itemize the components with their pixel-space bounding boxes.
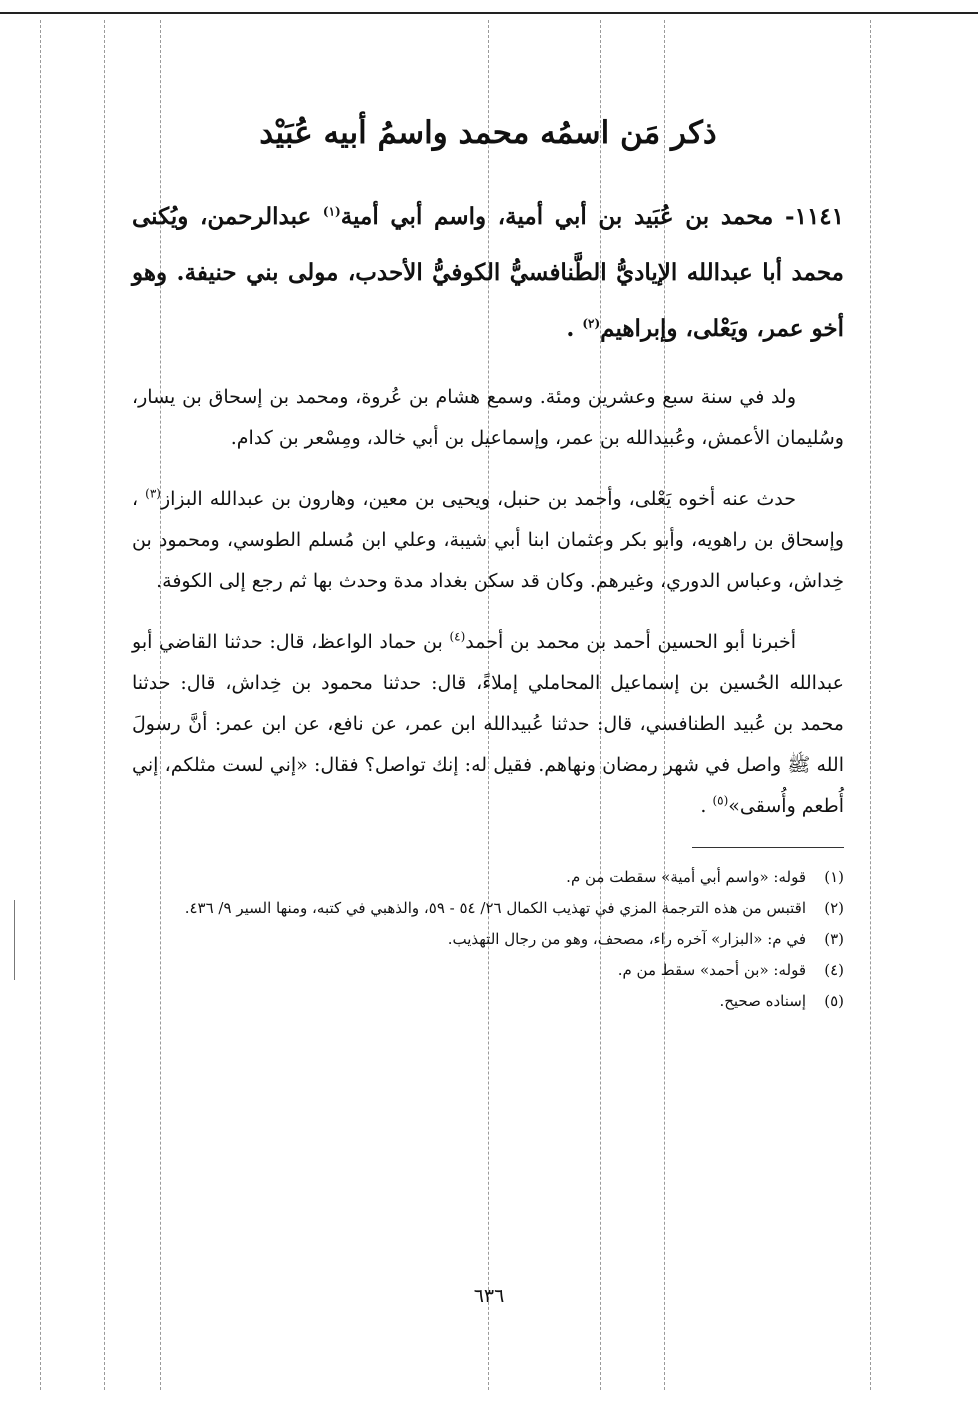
- entry-heading: [132, 189, 844, 357]
- footnote-item: [132, 924, 844, 955]
- scan-top-border: [0, 12, 978, 14]
- paragraph-text: بن حماد الواعظ، قال: حدثنا القاضي أبو عبدالله الحُسين بن إسماعيل المحاملي إملاءً، قال: حدثنا محمود بن خِداش، قال: حدثنا محمد بن عُبيد الطنافسي، قال: حدثنا عُبيدالله ابن عمر، عن نافع، عن ابن عمر: أنَّ رسولَ الله ﷺ واصل في شهر رمضان ونهاهم. فقيل له: إنك تواصل؟ فقال: «إني لست مثلكم، إني أُطعم وأُسقى»: [132, 631, 844, 818]
- paragraph-text: .: [700, 795, 713, 818]
- footnote-text: إسناده صحيح.: [719, 992, 806, 1011]
- footnote-divider: [692, 847, 844, 848]
- paragraph-birth: ولد في سنة سبع وعشرين ومئة. وسمع هشام بن عُروة، ومحمد بن إسحاق بن يسار، وسُليمان الأعمش، وعُبيدالله بن عمر، وإسماعيل بن أبي خالد، ومِسْعر بن كدام.: [132, 386, 844, 450]
- paragraph-text: حدث عنه أخوه يَعْلى، وأحمد بن حنبل، ويحيى بن معين، وهارون بن عبدالله البزاز: [160, 488, 797, 511]
- scan-artifact-line: [40, 20, 41, 1390]
- footnotes: [132, 862, 844, 1017]
- entry-heading-text-2: عبدالرحمن، ويُكنى محمد أبا عبدالله الإياديُّ الطَّنافسيُّ الكوفيُّ الأحدب، مولى بني حنيفة. وهو أخو عمر، ويَعْلى، وإبراهيم: [132, 203, 844, 343]
- paragraph-hadith: [132, 622, 844, 827]
- paragraph-text: ، وإسحاق بن راهويه، وأبو بكر وعثمان ابنا أبي شيبة، وعلي ابن مُسلم الطوسي، ومحمود بن خِداش، وعباس الدوري، وغيرهم. وكان قد سكن بغداد مدة وحدث بها ثم رجع إلى الكوفة.: [132, 488, 844, 593]
- entry-heading-text: ١١٤١- محمد بن عُبَيد بن أبي أمية، واسم أبي أمية: [340, 203, 845, 231]
- page-number: ٦٣٦: [473, 1285, 505, 1307]
- paragraph-text: أخبرنا أبو الحسين أحمد بن محمد بن أحمد: [465, 631, 796, 654]
- footnote-text: في م: «البزار» آخره راء، مصحف، وهو من رجال التهذيب.: [447, 930, 806, 949]
- paragraph-narrators: [132, 479, 844, 602]
- entry-heading-text-3: .: [566, 315, 583, 343]
- footnote-number: (٤): [824, 961, 844, 980]
- scan-artifact-line: [870, 20, 871, 1390]
- footnote-ref: (٥): [712, 794, 729, 809]
- footnote-item: [132, 986, 844, 1017]
- footnote-item: [132, 955, 844, 986]
- section-title: ذكر مَن اسمُه محمد واسمُ أبيه عُبَيْد: [259, 115, 717, 151]
- footnote-number: (٣): [824, 930, 844, 949]
- footnote-item: [132, 862, 844, 893]
- scan-artifact-line: [14, 900, 15, 980]
- footnote-item: [132, 893, 844, 924]
- footnote-text: قوله: «بن أحمد» سقط من م.: [617, 961, 806, 980]
- footnote-ref: (٣): [145, 487, 161, 502]
- page-content: [132, 100, 844, 1017]
- scan-artifact-line: [104, 20, 105, 1390]
- footnote-ref: (٢): [582, 316, 601, 331]
- footnote-text: اقتبس من هذه الترجمة المزي في تهذيب الكمال ٢٦/ ٥٤ - ٥٩، والذهبي في كتبه، ومنها السير ٩/ ٤٣٦.: [184, 899, 806, 918]
- footnote-number: (١): [824, 868, 844, 887]
- footnote-ref: (٤): [449, 630, 466, 645]
- footnote-text: قوله: «واسم أبي أمية» سقطت من م.: [566, 868, 806, 887]
- footnote-number: (٢): [824, 899, 844, 918]
- footnote-ref: (١): [322, 204, 341, 219]
- footnote-number: (٥): [824, 992, 844, 1011]
